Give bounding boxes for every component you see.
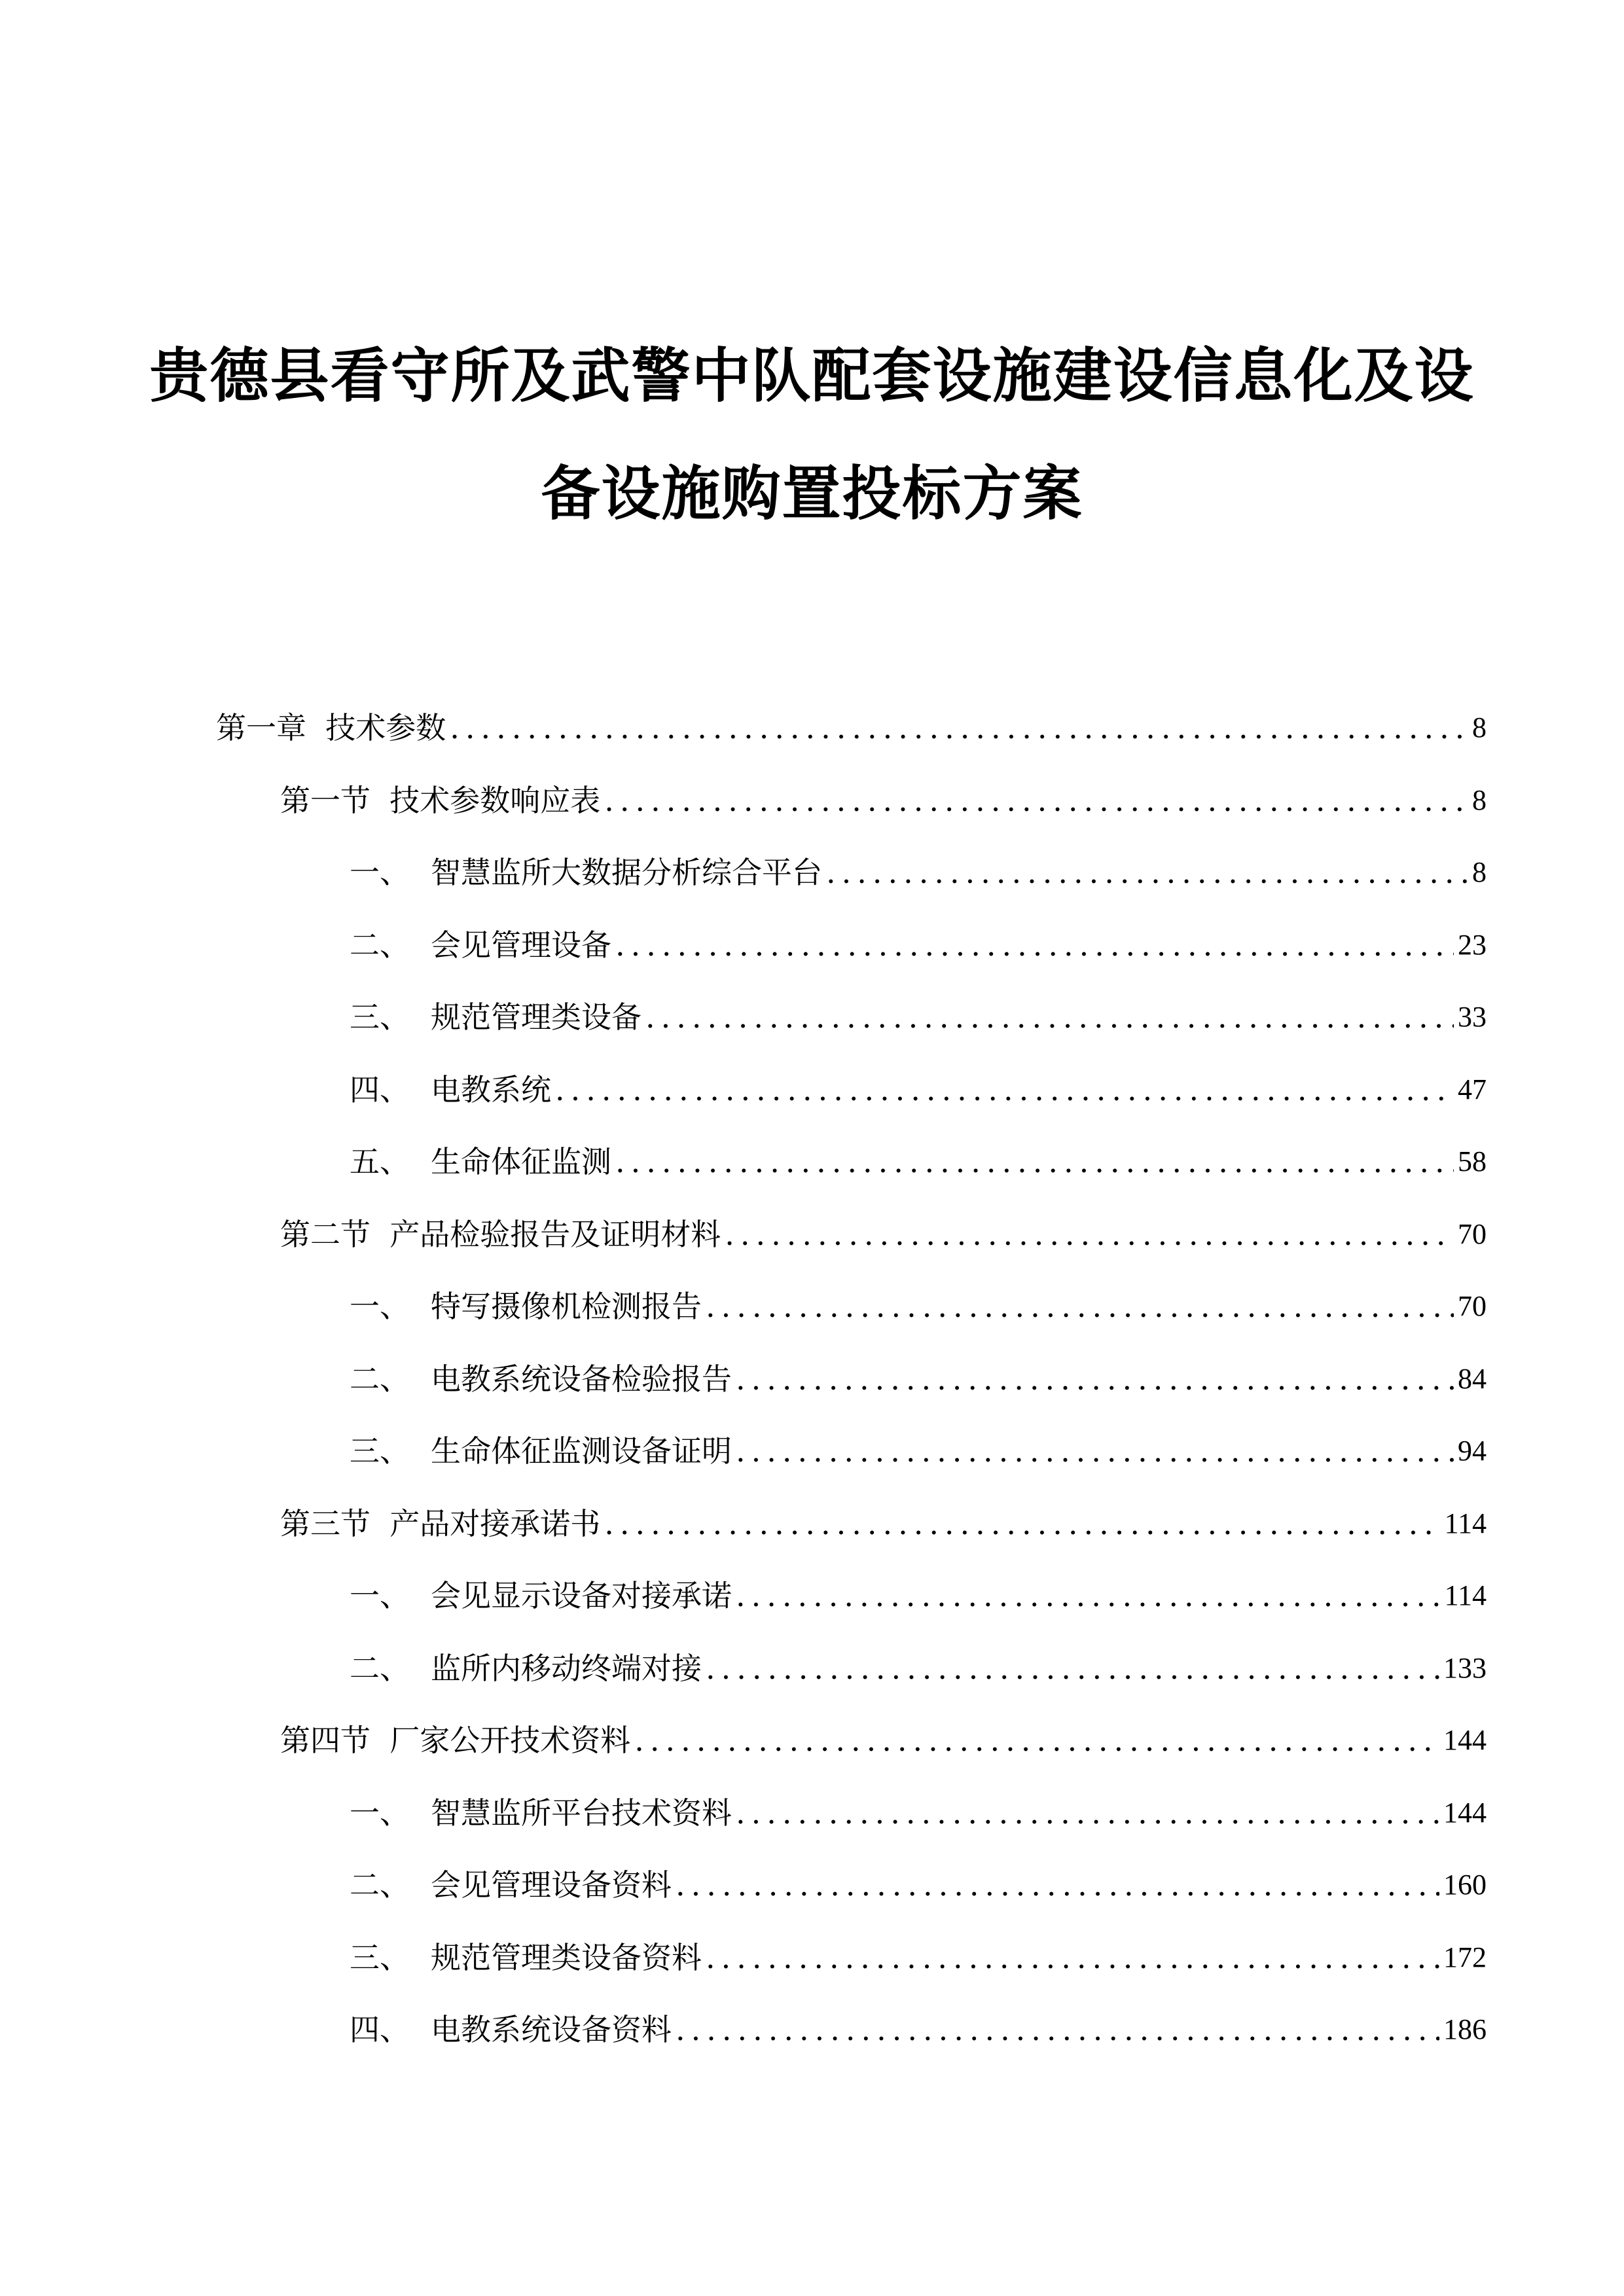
toc-leader-dots: [725, 1213, 1454, 1255]
toc-entry-page: 23: [1458, 928, 1487, 961]
toc-entry-label: 规范管理类设备: [431, 999, 641, 1035]
document-title-line-2: 备设施购置投标方案: [541, 459, 1083, 528]
toc-entry[interactable]: [350, 852, 1487, 893]
toc-entry[interactable]: [350, 2009, 1487, 2051]
toc-leader-dots: [736, 1792, 1439, 1834]
toc-leader-dots: [736, 1358, 1454, 1400]
toc-leader-dots: [706, 1285, 1454, 1327]
toc-entry[interactable]: [350, 1069, 1487, 1111]
toc-entry-page: 114: [1444, 1579, 1487, 1611]
toc-entry[interactable]: [350, 996, 1487, 1038]
toc-entry-number: 二、: [350, 1650, 410, 1686]
toc-entry-page: 144: [1443, 1724, 1487, 1756]
toc-leader-dots: [706, 1937, 1439, 1979]
toc-entry-number: 二、: [350, 1867, 410, 1903]
toc-entry-page: 47: [1458, 1073, 1487, 1105]
toc-entry-label: 会见管理设备资料: [431, 1867, 672, 1903]
toc-entry[interactable]: [280, 780, 1487, 821]
toc-leader-dots: [706, 1647, 1439, 1689]
toc-entry[interactable]: [350, 1647, 1487, 1689]
toc-entry-label: 电教系统设备检验报告: [431, 1361, 732, 1397]
toc-leader-dots: [826, 852, 1468, 893]
toc-leader-dots: [450, 707, 1468, 749]
toc-entry-number: 一、: [350, 1289, 410, 1324]
toc-entry[interactable]: [350, 1864, 1487, 1906]
toc-entry[interactable]: [350, 1285, 1487, 1327]
toc-entry[interactable]: [280, 1503, 1487, 1545]
toc-leader-dots: [615, 1141, 1454, 1183]
toc-leader-dots: [736, 1430, 1454, 1472]
toc-leader-dots: [676, 1864, 1439, 1906]
toc-entry-page: 144: [1443, 1796, 1487, 1829]
toc-entry-page: 172: [1443, 1941, 1487, 1973]
toc-entry[interactable]: [350, 1358, 1487, 1400]
toc-entry-number: 三、: [350, 1939, 410, 1975]
toc-entry-page: 84: [1458, 1362, 1487, 1395]
toc-entry[interactable]: [350, 1141, 1487, 1183]
toc-entry-label: 会见管理设备: [431, 927, 611, 963]
toc-entry[interactable]: [280, 1213, 1487, 1255]
toc-entry[interactable]: [350, 1430, 1487, 1472]
toc-entry-label: 智慧监所平台技术资料: [431, 1795, 732, 1831]
toc-leader-dots: [604, 780, 1468, 821]
toc-entry-label: 智慧监所大数据分析综合平台: [431, 855, 822, 890]
toc-entry-label: 特写摄像机检测报告: [431, 1289, 702, 1324]
toc-entry-label: 第四节 厂家公开技术资料: [280, 1723, 631, 1758]
toc-entry-number: 五、: [350, 1144, 410, 1179]
toc-leader-dots: [555, 1069, 1454, 1111]
toc-entry-page: 8: [1472, 783, 1487, 816]
toc-entry-label: 第一节 技术参数响应表: [280, 782, 601, 818]
toc-entry-label: 生命体征监测设备证明: [431, 1433, 732, 1469]
toc-entry[interactable]: [216, 707, 1487, 749]
toc-leader-dots: [645, 996, 1454, 1038]
toc-entry-number: 一、: [350, 1795, 410, 1831]
toc-entry-label: 第一章 技术参数: [216, 710, 446, 745]
toc-entry-page: 186: [1443, 2013, 1487, 2045]
toc-entry-page: 94: [1458, 1435, 1487, 1467]
toc-entry[interactable]: [350, 1575, 1487, 1617]
toc-entry-number: 三、: [350, 999, 410, 1035]
toc-entry-page: 33: [1458, 1001, 1487, 1033]
document-title-line-1: 贵德县看守所及武警中队配套设施建设信息化及设: [149, 342, 1475, 410]
toc-entry-label: 规范管理类设备资料: [431, 1939, 702, 1975]
toc-entry[interactable]: [350, 1792, 1487, 1834]
toc-entry-page: 160: [1443, 1869, 1487, 1901]
toc-entry-page: 8: [1472, 856, 1487, 888]
toc-entry-number: 四、: [350, 1071, 410, 1107]
toc-entry-number: 三、: [350, 1433, 410, 1469]
toc-leader-dots: [615, 924, 1454, 966]
toc-entry-label: 第二节 产品检验报告及证明材料: [280, 1216, 721, 1252]
toc-entry[interactable]: [280, 1719, 1487, 1761]
toc-entry-page: 58: [1458, 1145, 1487, 1177]
toc-entry-page: 8: [1472, 711, 1487, 744]
toc-entry-page: 114: [1444, 1507, 1487, 1539]
toc-entry[interactable]: [350, 924, 1487, 966]
toc-entry-label: 电教系统: [431, 1071, 551, 1107]
toc-entry-number: 四、: [350, 2012, 410, 2047]
toc-entry-label: 第三节 产品对接承诺书: [280, 1505, 601, 1541]
toc-leader-dots: [736, 1575, 1441, 1617]
toc-entry-page: 70: [1458, 1290, 1487, 1322]
toc-entry-number: 二、: [350, 927, 410, 963]
toc-entry-label: 监所内移动终端对接: [431, 1650, 702, 1686]
toc-entry-label: 会见显示设备对接承诺: [431, 1578, 732, 1613]
toc-entry-label: 电教系统设备资料: [431, 2012, 672, 2047]
toc-leader-dots: [604, 1503, 1440, 1545]
toc-entry-label: 生命体征监测: [431, 1144, 611, 1179]
toc-leader-dots: [634, 1719, 1439, 1761]
toc-entry-number: 二、: [350, 1361, 410, 1397]
toc-entry-page: 70: [1458, 1217, 1487, 1250]
toc-entry-number: 一、: [350, 1578, 410, 1613]
toc-entry-number: 一、: [350, 855, 410, 890]
toc-entry[interactable]: [350, 1937, 1487, 1979]
toc-entry-page: 133: [1443, 1651, 1487, 1684]
toc-leader-dots: [676, 2009, 1439, 2051]
